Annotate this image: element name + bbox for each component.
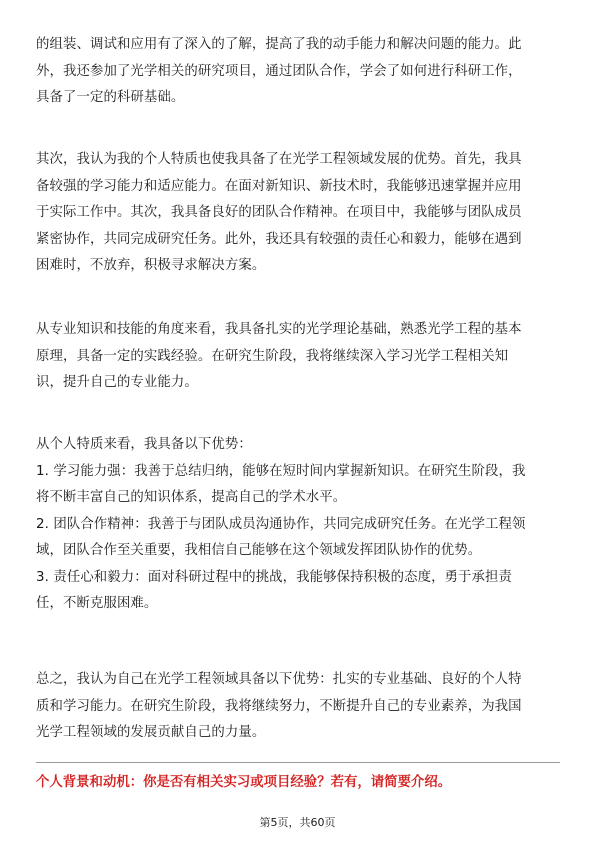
text-line: 于实际工作中。其次，我具备良好的团队合作精神。在项目中，我能够与团队成员: [36, 205, 522, 220]
paragraph-advantages-list: [36, 432, 560, 618]
text-line: 原理，具备一定的实践经验。在研究生阶段，我将继续深入学习光学工程相关知: [36, 348, 509, 364]
page-number: 第5页，共60页: [259, 816, 336, 829]
list-item: 1. 学习能力强：我善于总结归纳，能够在短时间内掌握新知识。在研究生阶段，我: [36, 463, 526, 479]
text-line: 外，我还参加了光学相关的研究项目，通过团队合作，学会了如何进行科研工作，: [36, 63, 522, 79]
text-line: 其次，我认为我的个人特质也使我具备了在光学工程领域发展的优势。首先，我具: [36, 152, 522, 167]
list-intro: 从个人特质来看，我具备以下优势：: [36, 437, 252, 452]
text-line: 的组装、调试和应用有了深入的了解，提高了我的动手能力和解决问题的能力。此: [36, 37, 522, 52]
paragraph-professional-knowledge: [36, 317, 560, 397]
text-line: 总之，我认为自己在光学工程领域具备以下优势：扎实的专业基础、良好的个人特: [36, 672, 522, 687]
question-heading: 个人背景和动机：你是否有相关实习或项目经验？若有，请简要介绍。: [36, 775, 452, 790]
paragraph-continuation: [36, 32, 560, 112]
list-item: 2. 团队合作精神：我善于与团队成员沟通协作，共同完成研究任务。在光学工程领: [36, 516, 526, 532]
paragraph-summary: [36, 667, 560, 747]
text-line: 具备了一定的科研基础。: [36, 90, 185, 105]
text-line: 紧密协作，共同完成研究任务。此外，我还具有较强的责任心和毅力，能够在遇到: [36, 231, 522, 247]
text-line: 困难时，不放弃，积极寻求解决方案。: [36, 258, 266, 273]
text-line: 识，提升自己的专业能力。: [36, 375, 198, 390]
text-line: 从专业知识和技能的角度来看，我具备扎实的光学理论基础，熟悉光学工程的基本: [36, 322, 522, 337]
list-item: 3. 责任心和毅力：面对科研过程中的挑战，我能够保持积极的态度，勇于承担责: [36, 569, 513, 585]
list-item-continuation: 将不断丰富自己的知识体系，提高自己的学术水平。: [36, 490, 347, 505]
text-line: 备较强的学习能力和适应能力。在面对新知识、新技术时，我能够迅速掌握并应用: [36, 178, 522, 194]
list-item-continuation: 任，不断克服困难。: [36, 596, 158, 611]
text-line: 光学工程领域的发展贡献自己的力量。: [36, 725, 266, 740]
text-line: 质和学习能力。在研究生阶段，我将继续努力，不断提升自己的专业素养，为我国: [36, 698, 522, 714]
section-divider: [36, 762, 560, 763]
paragraph-personal-traits: [36, 147, 560, 280]
list-item-continuation: 域，团队合作至关重要，我相信自己能够在这个领域发挥团队协作的优势。: [36, 543, 482, 558]
